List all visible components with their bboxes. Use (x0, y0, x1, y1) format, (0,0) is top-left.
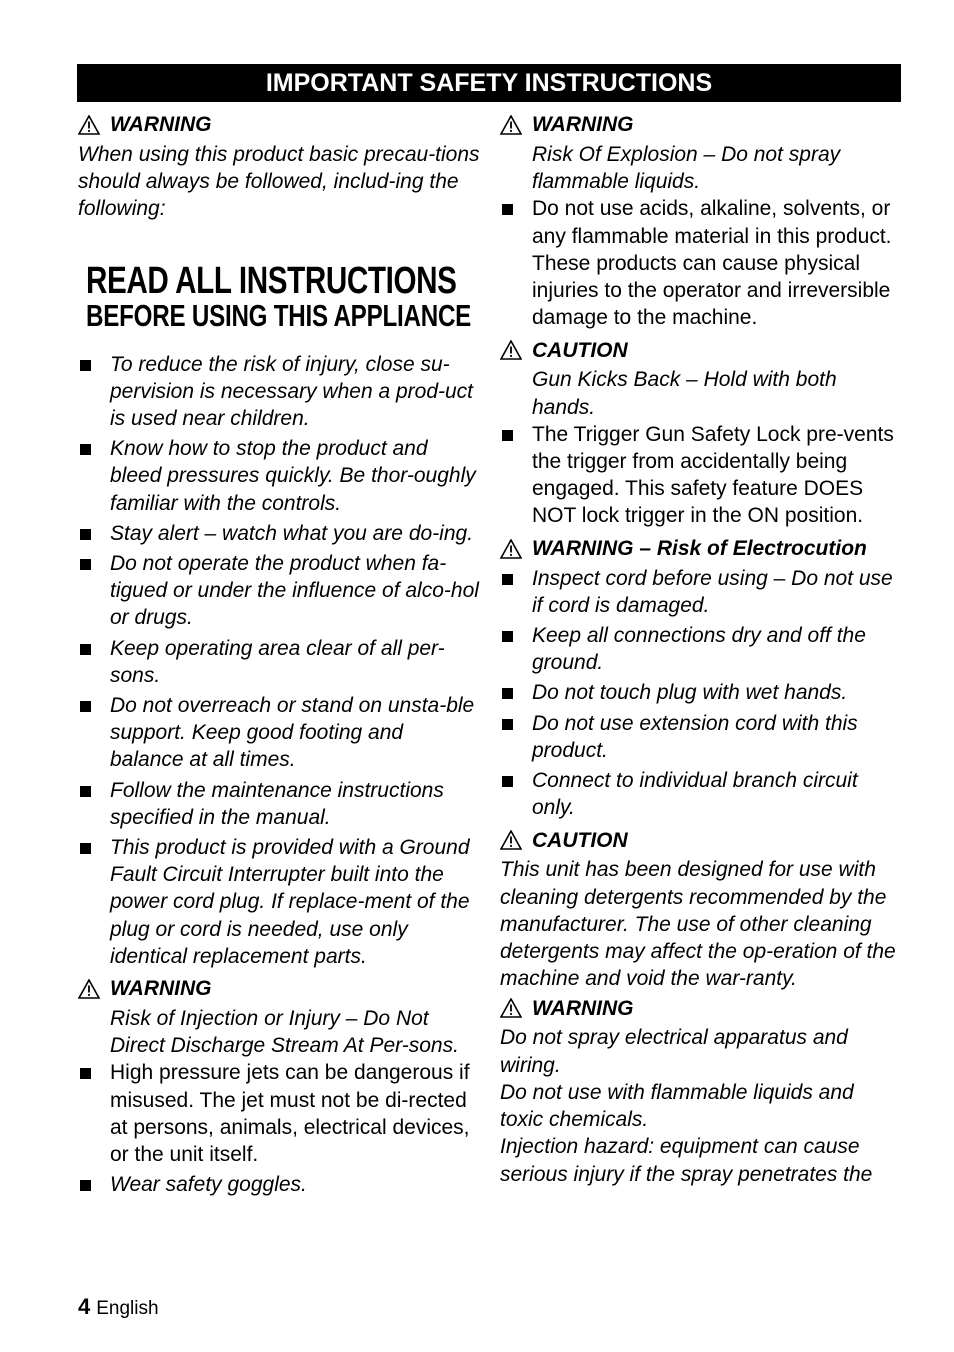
read-all-line1: READ ALL INSTRUCTIONS (86, 259, 457, 302)
caution-text: Gun Kicks Back – Hold with both hands. (532, 368, 837, 419)
warning-heading: WARNING – Risk of Electrocution (500, 533, 902, 565)
list-item: Inspect cord before using – Do not use if cord is damaged. (500, 565, 902, 619)
warning-text: Do not use with flammable liquids and toxic chemicals. (500, 1080, 854, 1132)
bullet-icon (502, 631, 513, 642)
list-item: Do not use extension cord with this product. (500, 710, 902, 764)
list-item: Do not operate the product when fa-tigued or under the influence of alco-hol or drugs. (78, 550, 480, 632)
list-item: Stay alert – watch what you are do-ing. (78, 520, 480, 547)
warning-triangle-icon (78, 115, 100, 135)
list-item: Do not touch plug with wet hands. (500, 679, 902, 706)
bullet-icon (80, 559, 91, 570)
safety-list (500, 421, 902, 530)
read-all-instructions-banner (86, 259, 472, 333)
list-item: Connect to individual branch circuit only. (500, 767, 902, 821)
read-all-line2: BEFORE USING THIS APPLIANCE (86, 297, 472, 333)
page-footer (78, 1294, 159, 1320)
bullet-icon (80, 360, 91, 371)
section-header: IMPORTANT SAFETY INSTRUCTIONS (77, 64, 901, 102)
bullet-icon (502, 430, 513, 441)
safety-list (78, 351, 480, 970)
page-number: 4 (78, 1294, 91, 1319)
warning-text: Injection hazard: equipment can cause serious injury if the spray penetrates the (500, 1135, 873, 1186)
list-item: Know how to stop the product and bleed pressures quickly. Be thor-oughly familiar with the controls. (78, 435, 480, 517)
warning-text: Do not spray electrical apparatus and wiring. (500, 1026, 848, 1077)
warning-text: Risk Of Explosion – Do not spray flammable liquids. (532, 143, 841, 194)
list-item: To reduce the risk of injury, close su-pervision is necessary when a prod-uct is used near children. (78, 351, 480, 433)
bullet-icon (502, 688, 513, 699)
list-item: Keep operating area clear of all per-sons. (78, 635, 480, 689)
language-label: English (96, 1298, 159, 1319)
safety-list (78, 1059, 480, 1198)
bullet-icon (80, 529, 91, 540)
right-column (500, 109, 902, 1188)
caution-text: This unit has been designed for use with cleaning detergents recommended by the manufacturer. The use of other cleaning detergents may affect the op-eration of the machine and void the war-ranty. (500, 858, 896, 991)
bullet-icon (502, 574, 513, 585)
warning-text: When using this product basic precau-tions should always be followed, includ-ing the following: (78, 143, 480, 221)
electrocution-list (500, 565, 902, 822)
caution-heading: CAUTION (500, 824, 902, 856)
bullet-icon (502, 204, 513, 215)
warning-heading: WARNING (500, 109, 902, 141)
bullet-icon (80, 1180, 91, 1191)
warning-triangle-icon (500, 830, 522, 850)
bullet-icon (80, 644, 91, 655)
warning-text: Risk of Injection or Injury – Do Not Direct Discharge Stream At Per-sons. (110, 1007, 459, 1058)
list-item: The Trigger Gun Safety Lock pre-vents the trigger from accidentally being engaged. This safety feature DOES NOT lock trigger in the ON position. (500, 421, 902, 530)
list-item: Do not overreach or stand on unsta-ble support. Keep good footing and balance at all times. (78, 692, 480, 774)
list-item: Do not use acids, alkaline, solvents, or any flammable material in this product. These products can cause physical injuries to the operator and irreversible damage to the machine. (500, 195, 902, 331)
list-item: High pressure jets can be dangerous if misused. The jet must not be di-rected at persons, animals, electrical devices, or the unit itself. (78, 1059, 480, 1168)
list-item: Wear safety goggles. (78, 1171, 480, 1198)
warning-heading: WARNING (78, 973, 480, 1005)
left-column (78, 109, 480, 1202)
list-item: Follow the maintenance instructions specified in the manual. (78, 777, 480, 831)
bullet-icon (502, 719, 513, 730)
bullet-icon (80, 1068, 91, 1079)
warning-triangle-icon (78, 979, 100, 999)
bullet-icon (80, 843, 91, 854)
warning-heading: WARNING (500, 992, 902, 1024)
warning-triangle-icon (500, 340, 522, 360)
warning-heading: WARNING (78, 109, 480, 141)
warning-triangle-icon (500, 115, 522, 135)
list-item: This product is provided with a Ground Fault Circuit Interrupter built into the power cord plug. If replace-ment of the plug or cord is needed, use only identical replacement parts. (78, 834, 480, 970)
list-item: Keep all connections dry and off the ground. (500, 622, 902, 676)
warning-triangle-icon (500, 539, 522, 559)
caution-heading: CAUTION (500, 334, 902, 366)
bullet-icon (502, 776, 513, 787)
bullet-icon (80, 786, 91, 797)
warning-triangle-icon (500, 998, 522, 1018)
safety-list (500, 195, 902, 331)
bullet-icon (80, 701, 91, 712)
bullet-icon (80, 444, 91, 455)
